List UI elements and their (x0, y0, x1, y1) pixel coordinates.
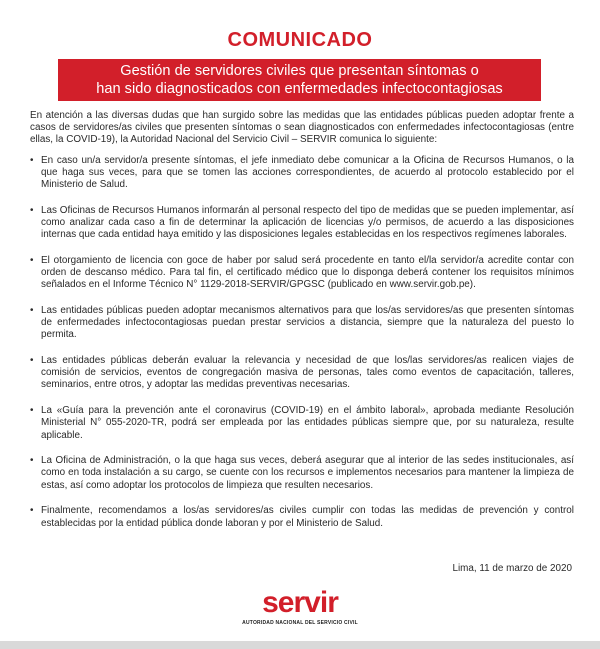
servir-logo (240, 588, 360, 634)
bullet-dot: • (30, 355, 34, 367)
list-item (30, 355, 574, 392)
intro-paragraph: En atención a las diversas dudas que han surgido sobre las medidas que las entidades públicas pueden adoptar frente a casos de servidores/as civiles que presenten síntomas o sean diagnosticados con enfermedades infectocontagiosas (entre ellas, la COVID-19), la Autoridad Nacional del Servicio Civil – SERVIR comunica lo siguiente: (30, 110, 574, 146)
bullet-dot: • (30, 405, 34, 417)
list-item-text: Las entidades públicas pueden adoptar mecanismos alternativos para que los/as servidores/as que presenten síntomas de enfermedades infectocontagiosas puedan prestar servicios a distancia, siempre que la naturaleza del puesto lo permita. (41, 304, 574, 341)
bullet-dot: • (30, 505, 34, 517)
list-item (30, 305, 574, 342)
subtitle-banner (58, 59, 541, 101)
bullet-dot: • (30, 304, 34, 316)
list-item-text: Finalmente, recomendamos a los/as servidores/as civiles cumplir con todas las medidas de prevención y control establecidas por la entidad pública donde laboran y por el Ministerio de Salud. (41, 505, 574, 529)
page-title: COMUNICADO (227, 29, 373, 51)
list-item-text: Las Oficinas de Recursos Humanos informarán al personal respecto del tipo de medidas que se pueden implementar, así como analizar cada caso a fin de determinar la aplicación de licencias y/o permisos, de acuerdo a las disposiciones internas que cada entidad haya emitido y las disposiciones legales establecidas en los respectivos regímenes laborales. (41, 204, 574, 241)
list-item (30, 155, 574, 192)
bullet-dot: • (30, 455, 34, 467)
banner-line-1: Gestión de servidores civiles que presentan síntomas o (120, 63, 479, 79)
list-item-text: En caso un/a servidor/a presente síntomas, el jefe inmediato debe comunicar a la Oficina de Recursos Humanos, o la que haga sus veces, para que se tomen las acciones correspondientes, de acuerdo al protocolo establecido por el Ministerio de Salud. (41, 154, 574, 191)
banner-line-2: han sido diagnosticados con enfermedades infectocontagiosas (96, 81, 503, 97)
list-item (30, 205, 574, 242)
list-item-text: La Oficina de Administración, o la que haga sus veces, deberá asegurar que al interior de las sedes institucionales, así como en toda instalación a su cargo, se cuente con los recursos e implementos necesarios para mantener la limpieza de estas, así como adoptar los protocolos de limpieza que resulten necesarios. (41, 455, 574, 491)
list-item (30, 455, 574, 492)
list-item-text: La «Guía para la prevención ante el coronavirus (COVID-19) en el ámbito laboral», aprobada mediante Resolución Ministerial N° 055-2020-TR, podrá ser empleada por las entidades públicas siempre que, por su naturaleza, resulte aplicable. (41, 405, 574, 441)
bullet-dot: • (30, 204, 34, 216)
list-item (30, 505, 574, 529)
bottom-divider (0, 641, 600, 649)
bullet-list (30, 155, 574, 530)
list-item-text: El otorgamiento de licencia con goce de haber por salud será procedente en tanto el/la servidor/a acredite contar con orden de descanso médico. Para tal fin, el certificado médico que lo disponga deberá contener los requisitos mínimos señalados en el Informe Técnico N° 1129-2018-SERVIR/GPGSC (publicado en www.servir.gob.pe). (41, 254, 574, 291)
bullet-dot: • (30, 254, 34, 266)
announcement-body (30, 110, 574, 543)
list-item (30, 405, 574, 442)
bullet-dot: • (30, 154, 34, 166)
logo-wordmark: servir (262, 586, 338, 619)
list-item-text: Las entidades públicas deberán evaluar la relevancia y necesidad de que los/las servidores/as realicen viajes de comisión de servicios, eventos de congregación masiva de personas, tales como eventos de capacitación, talleres, seminarios, entre otros, y adoptar las medidas preventivas necesarias. (41, 355, 574, 391)
list-item (30, 255, 574, 292)
document-date: Lima, 11 de marzo de 2020 (452, 563, 572, 574)
logo-tagline: AUTORIDAD NACIONAL DEL SERVICIO CIVIL (242, 620, 358, 626)
